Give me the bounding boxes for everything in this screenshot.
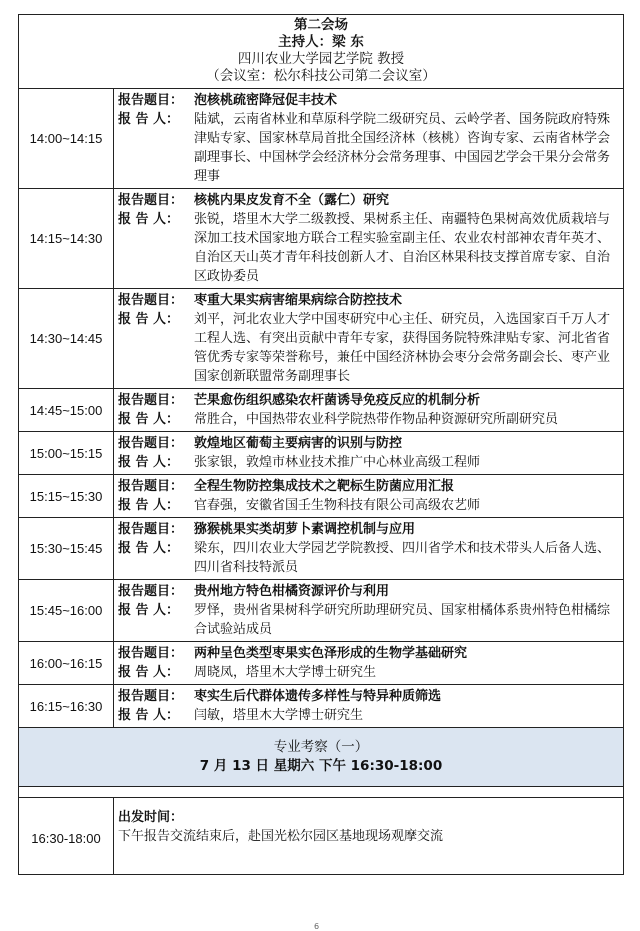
session-time: 15:15~15:30 <box>19 475 114 517</box>
departure-content <box>114 798 623 874</box>
session-header <box>19 15 623 89</box>
session-topic: 两种呈色类型枣果实色泽形成的生物学基础研究 <box>194 646 468 661</box>
session-content <box>114 189 623 288</box>
excursion-date: 7 月 13 日 星期六 下午 16:30-18:00 <box>199 758 443 774</box>
speaker-line <box>118 496 619 515</box>
session-topic: 猕猴桃果实类胡萝卜素调控机制与应用 <box>194 522 416 537</box>
topic-label: 报告题目： <box>118 193 184 208</box>
session-row <box>19 189 623 289</box>
session-speaker: 刘平，河北农业大学中国枣研究中心主任、研究员，入选国家百千万人才工程人选、有突出贡献中青年专家，获得国务院特殊津贴专家、河北省省管优秀专家等荣誉称号，兼任中国经济林协会枣分会常务副会长、枣产业国家创新联盟常务副理事长 <box>194 312 611 384</box>
session-time: 14:15~14:30 <box>19 189 114 288</box>
session-content <box>114 580 623 641</box>
session-speaker: 张家银，敦煌市林业技术推广中心林业高级工程师 <box>194 455 481 470</box>
departure-label: 出发时间： <box>118 810 184 825</box>
session-topic: 全程生物防控集成技术之靶标生防菌应用汇报 <box>194 479 455 494</box>
session-row <box>19 642 623 685</box>
venue-title: 第二会场 <box>294 17 348 33</box>
session-topic: 枣实生后代群体遗传多样性与特异种质筛选 <box>194 689 442 704</box>
speaker-label: 报 告 人： <box>118 498 180 513</box>
session-time: 14:00~14:15 <box>19 89 114 188</box>
speaker-label: 报 告 人： <box>118 455 180 470</box>
session-row <box>19 89 623 189</box>
session-list <box>19 89 623 728</box>
session-topic: 敦煌地区葡萄主要病害的识别与防控 <box>194 436 403 451</box>
speaker-label: 报 告 人： <box>118 312 180 327</box>
speaker-line <box>118 310 619 386</box>
session-content <box>114 518 623 579</box>
topic-label: 报告题目： <box>118 293 184 308</box>
session-speaker: 常胜合，中国热带农业科学院热带作物品种资源研究所副研究员 <box>194 412 559 427</box>
speaker-label: 报 告 人： <box>118 665 180 680</box>
topic-label: 报告题目： <box>118 584 184 599</box>
session-speaker: 罗怿，贵州省果树科学研究所助理研究员、国家柑橘体系贵州特色柑橘综合试验站成员 <box>194 603 611 637</box>
session-topic: 贵州地方特色柑橘资源评价与利用 <box>194 584 390 599</box>
topic-line <box>118 391 619 410</box>
speaker-label: 报 告 人： <box>118 112 180 127</box>
topic-label: 报告题目： <box>118 93 184 108</box>
session-topic: 枣重大果实病害缩果病综合防控技术 <box>194 293 403 308</box>
topic-line <box>118 520 619 539</box>
speaker-line <box>118 110 619 186</box>
session-speaker: 陆斌，云南省林业和草原科学院二级研究员、云岭学者、国务院政府特殊津贴专家、国家林草局首批全国经济林（核桃）咨询专家、云南省林学会副理事长、中国林学会经济林分会常务理事、中国园艺学会干果分会常务理事 <box>194 112 611 184</box>
speaker-label: 报 告 人： <box>118 212 180 227</box>
speaker-line <box>118 410 619 429</box>
meeting-room: （会议室：松尔科技公司第二会议室） <box>206 68 436 84</box>
session-time: 14:30~14:45 <box>19 289 114 388</box>
topic-line <box>118 434 619 453</box>
session-content <box>114 475 623 517</box>
topic-label: 报告题目： <box>118 436 184 451</box>
topic-line <box>118 477 619 496</box>
topic-line <box>118 644 619 663</box>
topic-line <box>118 687 619 706</box>
session-time: 16:15~16:30 <box>19 685 114 727</box>
excursion-banner <box>19 728 623 787</box>
session-time: 15:30~15:45 <box>19 518 114 579</box>
session-topic: 芒果愈伤组织感染农杆菌诱导免疫反应的机制分析 <box>194 393 481 408</box>
speaker-label: 报 告 人： <box>118 412 180 427</box>
speaker-label: 报 告 人： <box>118 603 180 618</box>
session-row <box>19 389 623 432</box>
speaker-line <box>118 601 619 639</box>
page-number: 6 <box>314 922 320 931</box>
excursion-title: 专业考察（一） <box>273 739 369 755</box>
speaker-label: 报 告 人： <box>118 541 180 556</box>
session-row <box>19 580 623 642</box>
topic-label: 报告题目： <box>118 522 184 537</box>
session-row <box>19 289 623 389</box>
departure-time: 16:30-18:00 <box>19 798 114 874</box>
topic-label: 报告题目： <box>118 479 184 494</box>
program-table <box>18 14 624 875</box>
session-content <box>114 642 623 684</box>
session-speaker: 闫敏，塔里木大学博士研究生 <box>194 708 364 723</box>
session-time: 15:45~16:00 <box>19 580 114 641</box>
session-content <box>114 432 623 474</box>
topic-label: 报告题目： <box>118 646 184 661</box>
speaker-line <box>118 210 619 286</box>
departure-row <box>19 798 623 874</box>
session-content <box>114 685 623 727</box>
session-speaker: 梁东，四川农业大学园艺学院教授、四川省学术和技术带头人后备人选、四川省科技特派员 <box>194 541 611 575</box>
session-topic: 泡核桃疏密降冠促丰技术 <box>194 93 338 108</box>
session-speaker: 周晓凤，塔里木大学博士研究生 <box>194 665 377 680</box>
speaker-line <box>118 663 619 682</box>
session-row <box>19 432 623 475</box>
session-row <box>19 518 623 580</box>
session-time: 15:00~15:15 <box>19 432 114 474</box>
blank-row <box>19 787 623 798</box>
session-row <box>19 475 623 518</box>
speaker-line <box>118 706 619 725</box>
session-topic: 核桃内果皮发育不全（露仁）研究 <box>194 193 390 208</box>
session-content <box>114 389 623 431</box>
session-speaker: 官春强，安徽省国壬生物科技有限公司高级农艺师 <box>194 498 481 513</box>
departure-text: 下午报告交流结束后，赴国光松尔园区基地现场观摩交流 <box>118 829 444 844</box>
session-time: 14:45~15:00 <box>19 389 114 431</box>
topic-line <box>118 582 619 601</box>
session-time: 16:00~16:15 <box>19 642 114 684</box>
topic-line <box>118 91 619 110</box>
session-content <box>114 89 623 188</box>
speaker-line <box>118 539 619 577</box>
session-row <box>19 685 623 728</box>
topic-label: 报告题目： <box>118 393 184 408</box>
session-content <box>114 289 623 388</box>
topic-line <box>118 191 619 210</box>
topic-line <box>118 291 619 310</box>
speaker-label: 报 告 人： <box>118 708 180 723</box>
host-line: 主持人：梁 东 <box>278 34 364 50</box>
topic-label: 报告题目： <box>118 689 184 704</box>
session-speaker: 张锐，塔里木大学二级教授、果树系主任、南疆特色果树高效优质栽培与深加工技术国家地方联合工程实验室副主任、农业农村部神农青年英才、自治区天山英才青年科技创新人才、自治区林果科技支撑首席专家、自治区政协委员 <box>194 212 611 284</box>
speaker-line <box>118 453 619 472</box>
host-affiliation: 四川农业大学园艺学院 教授 <box>237 51 405 67</box>
